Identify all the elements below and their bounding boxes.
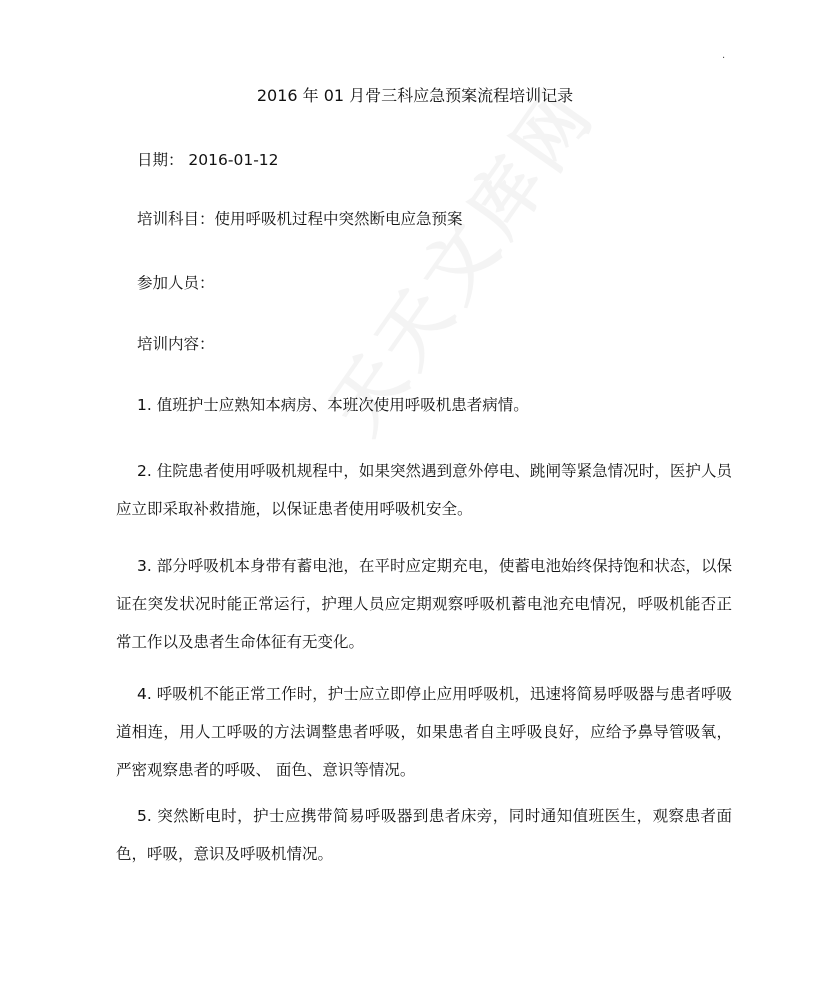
content-item-3: 3. 部分呼吸机本身带有蓄电池，在平时应定期充电，使蓄电池始终保持饱和状态，以保证在突发状况时能正常运行，护理人员应定期观察呼吸机蓄电池充电情况，呼吸机能否正常工作以及患者生命体征有无变化。 [116,557,732,651]
page-title: 2016 年 01 月骨三科应急预案流程培训记录 [256,86,574,105]
content-item-5: 5. 突然断电时，护士应携带简易呼吸器到患者床旁，同时通知值班医生，观察患者面色，呼吸，意识及呼吸机情况。 [116,807,732,863]
content-item-2: 2. 住院患者使用呼吸机规程中，如果突然遇到意外停电、跳闸等紧急情况时，医护人员应立即采取补救措施，以保证患者使用呼吸机安全。 [116,462,732,518]
date-line: 日期： 2016-01-12 [137,151,279,169]
content-item-4: 4. 呼吸机不能正常工作时，护士应立即停止应用呼吸机，迅速将简易呼吸器与患者呼吸道相连，用人工呼吸的方法调整患者呼吸，如果患者自主呼吸良好，应给予鼻导管吸氧，严密观察患者的呼吸、 面色、意识等情况。 [116,685,732,779]
content-label: 培训内容： [137,335,215,353]
corner-mark: . [722,50,726,61]
subject-line: 培训科目：使用呼吸机过程中突然断电应急预案 [137,210,463,228]
content-item-1: 1. 值班护士应熟知本病房、本班次使用呼吸机患者病情。 [137,396,529,414]
participants-line: 参加人员： [137,274,215,292]
